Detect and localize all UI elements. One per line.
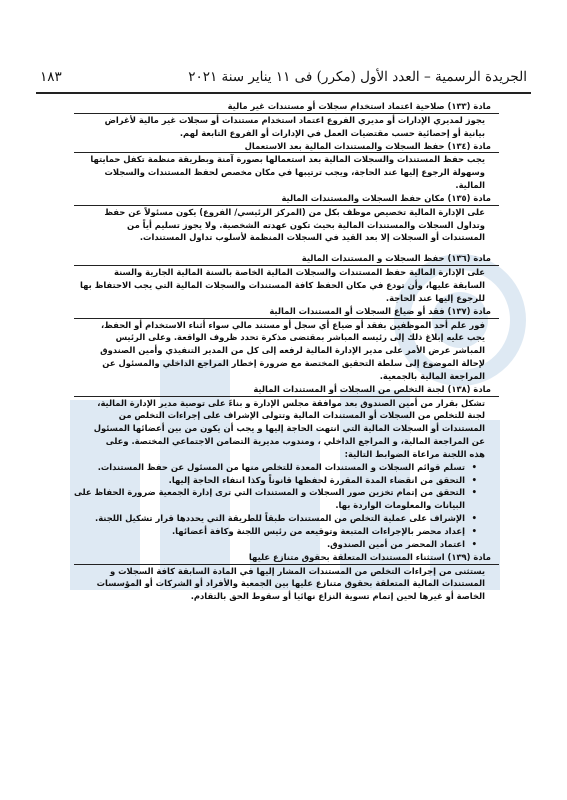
article-line: المالية.: [455, 180, 485, 191]
bullet-icon: •: [471, 513, 477, 524]
article-line: المباشر عرض الأمر على مدير الإدارة المالية لرفعه إلى كل من المدير التنفيذي وأمين الصندوق: [100, 345, 485, 356]
article-line: يجب عليه إبلاغ ذلك إلى رئيسه المباشر بمقتضى مذكرة تحدد ظروف الواقعة. وعلى الرئيس: [115, 332, 485, 343]
article-line: على الإدارة المالية حفظ المستندات والسجلات المالية الخاصة بالسنة المالية الجارية والسنة: [114, 267, 485, 278]
article-title: مادة (١٣٤) حفظ السجلات والمستندات المالية بعد الاستعمال: [74, 140, 499, 154]
bullet-icon: •: [471, 487, 477, 498]
bullet-icon: •: [471, 526, 477, 536]
spacer: [74, 244, 491, 252]
list-item-text: إعداد محضر بالإجراءات المتبعة وتوقيعه من رئيس اللجنة وكافة أعضائها.: [171, 526, 465, 536]
article-line: لإحالة الموضوع إلى سلطة التحقيق المختصة مع ضرورة إخطار المراجع الداخلي والمسئول عن: [102, 358, 485, 369]
bullet-icon: •: [471, 461, 477, 472]
article-body: [74, 319, 491, 383]
article-134: [74, 140, 491, 192]
article-body: [74, 153, 491, 192]
page-header: [40, 66, 527, 88]
header-title: الجريدة الرسمية – العدد الأول (مكرر) فى ١١ يناير سنة ٢٠٢١: [188, 69, 527, 85]
bullet-icon: •: [471, 474, 477, 485]
article-line: للرجوع إليها عند الحاجة.: [385, 292, 485, 303]
article-title: مادة (١٣٨) لجنة التخلص من السجلات أو المستندات المالية: [74, 383, 499, 397]
list-item: [74, 461, 477, 474]
article-line: يجب حفظ المستندات والسجلات المالية بعد استعمالها بصورة آمنة وبطريقة منظمة تكفل حمايتها: [90, 154, 485, 165]
article-136: [74, 252, 491, 304]
article-title: مادة (١٣٦) حفظ السجلات و المستندات المالية: [74, 252, 499, 266]
article-line: لجنة للتخلص من السجلات أو المستندات المالية وتتولى الإشراف على إجراءات التخلص من: [118, 410, 485, 421]
article-139: [74, 551, 491, 603]
article-137: [74, 305, 491, 383]
article-line: تشكل بقرار من أمين الصندوق بعد موافقة مجلس الإدارة و بناءً على توصية مدير الإدارة المالية،: [97, 397, 485, 408]
article-138: [74, 383, 491, 551]
list-item: [74, 474, 477, 487]
list-item: [74, 512, 477, 525]
article-title: مادة (١٣٩) استثناء المستندات المتعلقة بحقوق متنازع عليها: [74, 551, 499, 565]
article-body: [74, 266, 491, 305]
article-body: [74, 397, 491, 551]
page-number: ١٨٣: [40, 69, 62, 85]
article-line: هذه اللجنة مراعاة الضوابط التالية:: [344, 448, 485, 459]
article-body: [74, 206, 491, 245]
article-body: [74, 114, 491, 140]
article-line: المراجعة المالية بالجمعية.: [379, 370, 485, 381]
article-line: بيانية أو إحصائية حسب مقتضيات العمل في الإدارات أو الفروع التابعة لهم.: [179, 127, 485, 138]
article-line: الخاصة أو غيرها لحين إتمام تسوية النزاع نهائيا أو سقوط الحق بالتقادم.: [190, 591, 485, 602]
article-title: مادة (١٣٥) مكان حفظ السجلات والمستندات المالية: [74, 192, 499, 206]
list-item-text: اعتماد المحضر من أمين الصندوق.: [327, 538, 465, 549]
article-line: يجوز لمديري الإدارات أو مديري الفروع اعتماد استخدام مستندات أو سجلات غير مالية لأغراض: [104, 114, 485, 125]
list-item-text: تسلم قوائم السجلات و المستندات المعدة للتخلص منها من المسئول عن حفظ المستندات.: [97, 461, 465, 472]
article-135: [74, 192, 491, 244]
article-line: المستندات المالية المتعلقة بحقوق متنازع عليها بين الجمعية والأفراد أو الشركات أو المؤسسات: [96, 578, 485, 589]
header-rule: [36, 92, 531, 94]
article-line: عن المراجعة المالية، و المراجع الداخلي ، ومندوب مديرية التضامن الاجتماعي المختصة. وعلى: [105, 436, 485, 447]
list-item: [74, 486, 477, 512]
article-line: المستندات أو السجلات المالية التي انتهت الحاجة إليها و يجب أن يكون من بين أعضائها المسئول: [93, 423, 485, 434]
article-133: [74, 100, 491, 140]
article-title: مادة (١٣٣) صلاحية اعتماد استخدام سجلات أو مستندات غير مالية: [74, 100, 499, 114]
list-item: [74, 525, 477, 538]
list-item-text: التحقق من انقضاء المدة المقررة لحفظها قانوناً وكذا انتفاء الحاجة إليها.: [168, 474, 465, 485]
list-item-text: التحقق من إتمام تخزين صور السجلات و المستندات التي ترى إدارة الجمعية ضرورة الحفاظ على البيانات والمعلومات الواردة بها.: [74, 487, 465, 511]
article-line: على الإدارة المالية تخصيص موظف بكل من (المركز الرئيسي/ الفروع) يكون مسئولاً عن حفظ: [104, 206, 485, 217]
bullet-icon: •: [471, 538, 477, 549]
article-line: وسهولة الرجوع إليها عند الحاجة، ويجب ترتيبها في مكان مخصص لحفظ المستندات والسجلات: [104, 167, 485, 178]
list-item-text: الإشراف على عملية التخلص من المستندات طبقاً للطريقة التي يحددها قرار تشكيل اللجنة.: [95, 513, 465, 524]
article-line: فور علم أحد الموظفين بفقد أو ضياع أي سجل أو مستند مالي سواء أثناء الاستخدام أو الحفظ،: [100, 319, 485, 330]
document-body: [74, 100, 491, 603]
article-line: السابقة عليها، وأن تودع في مكان الحفظ كافة المستندات والسجلات المالية التي يجب الاحتفاظ بها: [79, 279, 485, 290]
article-line: المستندات أو السجلات إلا بعد القيد في السجلات المنظمة لأسلوب تداول المستندات.: [139, 232, 485, 243]
list-item: [74, 538, 477, 551]
article-line: يستثنى من إجراءات التخلص من المستندات المشار إليها في المادة السابقة كافة السجلات و: [110, 565, 485, 576]
article-body: [74, 565, 491, 604]
article-line: وتداول السجلات والمستندات المالية بحيث تكون عهدته الشخصية. ولا يجوز تسليم أياً من: [127, 219, 485, 230]
article-title: مادة (١٣٧) فقد أو ضياع السجلات أو المستندات المالية: [74, 305, 499, 319]
conditions-list: [74, 461, 485, 551]
